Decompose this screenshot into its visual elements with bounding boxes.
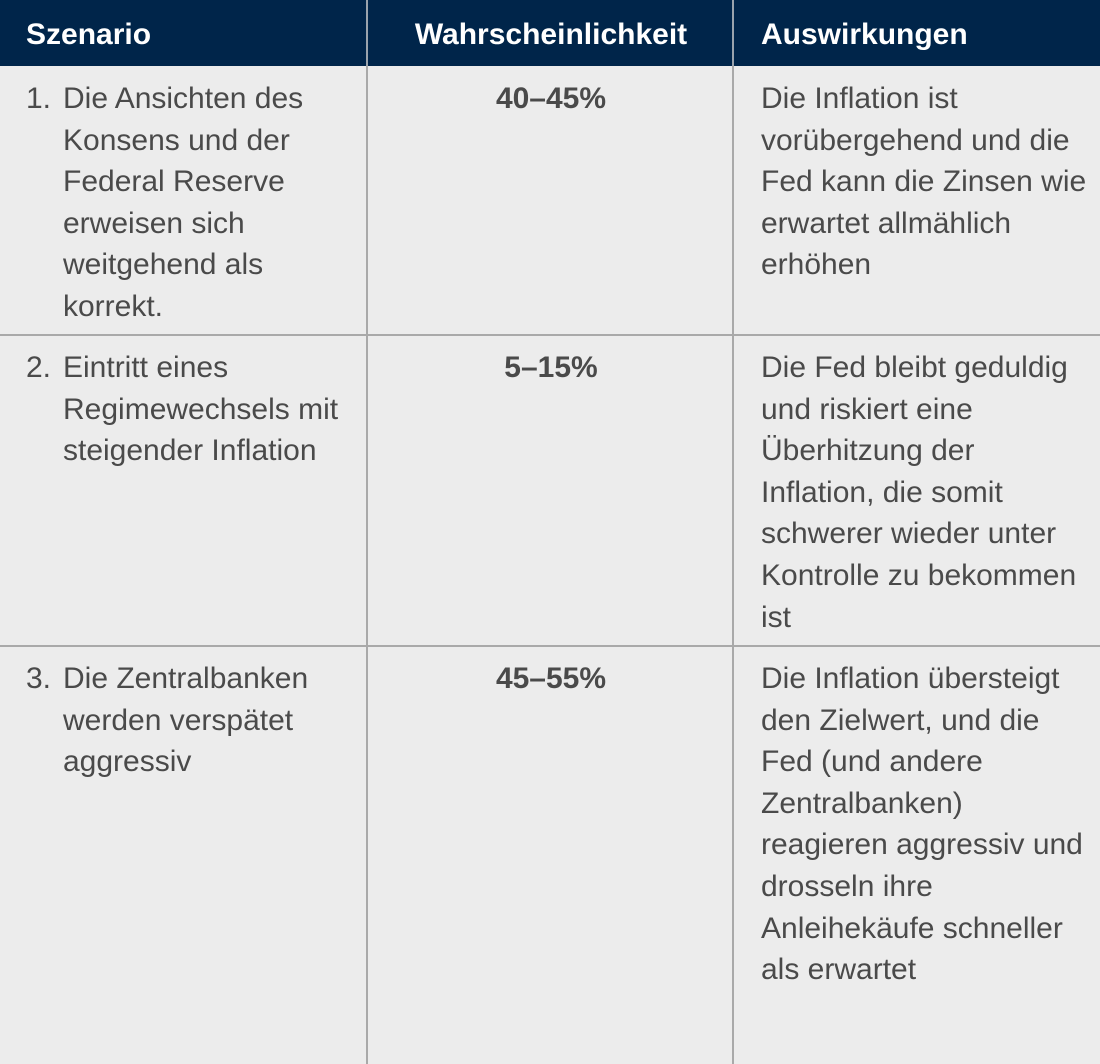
header-scenario: Szenario	[26, 18, 152, 51]
column-divider	[366, 66, 368, 1064]
row-divider	[0, 334, 1100, 336]
row-number: 3.	[26, 662, 52, 695]
probability-cell: 40–45%	[495, 82, 607, 115]
impact-cell: Die Inflation ist vorübergehend und die Fed kann die Zinsen wie erwartet allmählich erhöhen	[761, 82, 1087, 282]
scenario-cell: Eintritt eines Regimewechsels mit steigender Inflation	[63, 351, 339, 468]
column-divider	[732, 66, 734, 1064]
row-number: 1.	[26, 82, 52, 115]
header-probability: Wahrscheinlichkeit	[414, 18, 688, 51]
header-impact: Auswirkungen	[761, 18, 968, 51]
table-header	[0, 0, 1100, 66]
row-divider	[0, 645, 1100, 647]
scenario-cell: Die Ansichten des Konsens und der Federal Reserve erweisen sich weitgehend als korrekt.	[63, 82, 304, 323]
probability-cell: 45–55%	[495, 662, 607, 695]
impact-cell: Die Fed bleibt geduldig und riskiert eine Überhitzung der Inflation, die somit schwerer wieder unter Kontrolle zu bekommen ist	[761, 351, 1077, 634]
row-number: 2.	[26, 351, 52, 384]
header-divider	[732, 0, 734, 66]
impact-cell: Die Inflation übersteigt den Zielwert, und die Fed (und andere Zentralbanken) reagieren aggressiv und drosseln ihre Anleihekäufe schneller als erwartet	[761, 662, 1083, 987]
probability-cell: 5–15%	[504, 351, 598, 384]
scenario-cell: Die Zentralbanken werden verspätet aggressiv	[63, 662, 309, 779]
